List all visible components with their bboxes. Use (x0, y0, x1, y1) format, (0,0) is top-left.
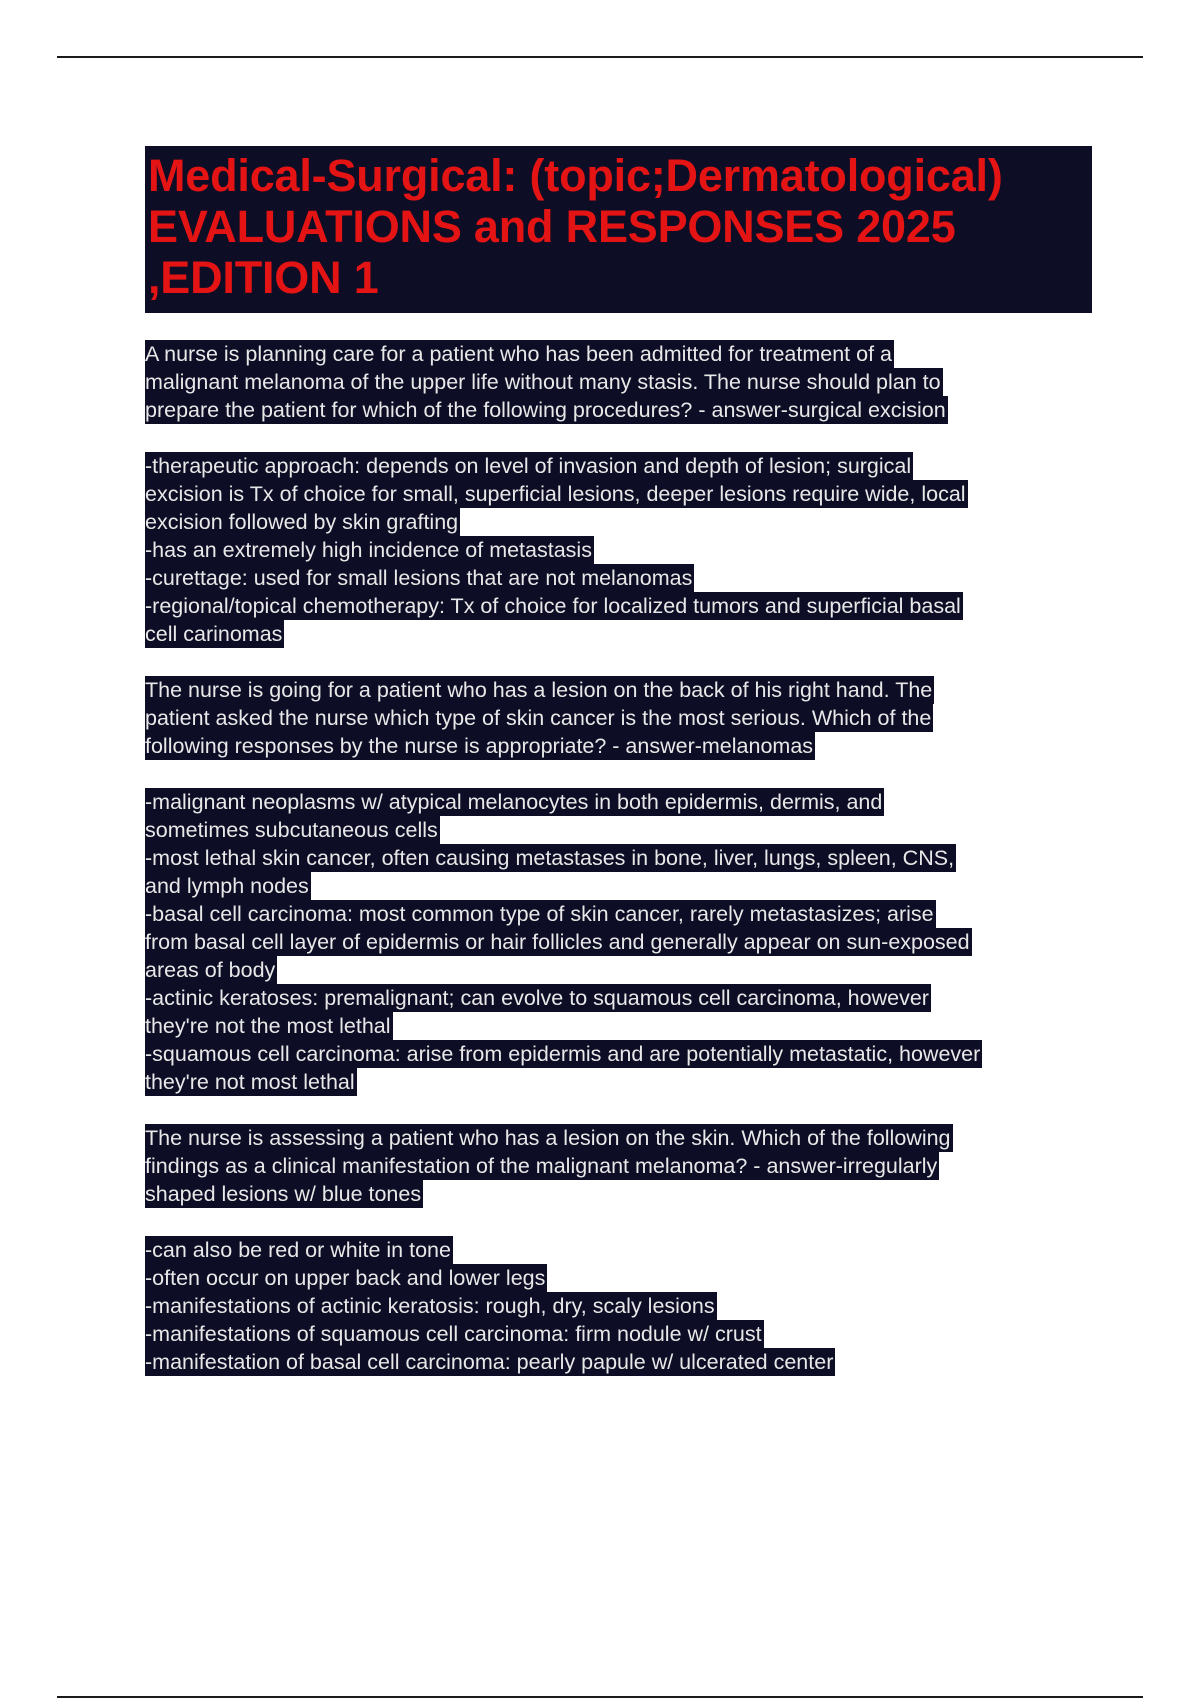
title-line-2: EVALUATIONS and RESPONSES 2025 (148, 201, 956, 252)
text-line: -most lethal skin cancer, often causing metastases in bone, liver, lungs, spleen, CNS, (145, 846, 955, 870)
text-line: from basal cell layer of epidermis or hair follicles and generally appear on sun-exposed (145, 930, 970, 954)
text-line: The nurse is assessing a patient who has a lesion on the skin. Which of the following (145, 1126, 951, 1150)
title-line-1: Medical-Surgical: (topic;Dermatological) (148, 150, 1003, 201)
text-line: shaped lesions w/ blue tones (145, 1182, 422, 1206)
text-line: -actinic keratoses: premalignant; can evolve to squamous cell carcinoma, however (145, 986, 929, 1010)
text-line: -basal cell carcinoma: most common type of skin cancer, rarely metastasizes; arise (145, 902, 934, 926)
text-line: The nurse is going for a patient who has a lesion on the back of his right hand. The (145, 678, 933, 702)
text-line: excision is Tx of choice for small, superficial lesions, deeper lesions require wide, local (145, 482, 966, 506)
text-line: excision followed by skin grafting (145, 510, 459, 534)
text-line: following responses by the nurse is appropriate? - answer-melanomas (145, 734, 814, 758)
text-line: sometimes subcutaneous cells (145, 818, 438, 842)
text-line: they're not the most lethal (145, 1014, 391, 1038)
question-2 (145, 676, 1105, 760)
text-line: -manifestations of squamous cell carcinoma: firm nodule w/ crust (145, 1322, 762, 1346)
text-line: -often occur on upper back and lower legs (145, 1266, 546, 1290)
text-line: malignant melanoma of the upper life without many stasis. The nurse should plan to (145, 370, 941, 394)
text-line: -manifestations of actinic keratosis: rough, dry, scaly lesions (145, 1294, 715, 1318)
title-banner (145, 146, 1092, 313)
question-3 (145, 1124, 1105, 1208)
rationale-2 (145, 788, 1105, 1096)
text-line: -manifestation of basal cell carcinoma: pearly papule w/ ulcerated center (145, 1350, 834, 1374)
top-rule (57, 56, 1143, 58)
text-line: areas of body (145, 958, 276, 982)
text-line: A nurse is planning care for a patient who has been admitted for treatment of a (145, 342, 892, 366)
text-line: and lymph nodes (145, 874, 309, 898)
text-line: they're not most lethal (145, 1070, 355, 1094)
question-1 (145, 340, 1105, 424)
text-line: -curettage: used for small lesions that are not melanomas (145, 566, 693, 590)
rationale-3 (145, 1236, 1105, 1376)
text-line: prepare the patient for which of the following procedures? - answer-surgical excision (145, 398, 946, 422)
text-line: -can also be red or white in tone (145, 1238, 451, 1262)
text-line: -therapeutic approach: depends on level of invasion and depth of lesion; surgical (145, 454, 912, 478)
document-body (145, 340, 1105, 1404)
text-line: cell carinomas (145, 622, 283, 646)
bottom-rule (57, 1696, 1143, 1698)
rationale-1 (145, 452, 1105, 648)
text-line: -regional/topical chemotherapy: Tx of choice for localized tumors and superficial basal (145, 594, 961, 618)
text-line: patient asked the nurse which type of skin cancer is the most serious. Which of the (145, 706, 932, 730)
text-line: -malignant neoplasms w/ atypical melanocytes in both epidermis, dermis, and (145, 790, 883, 814)
text-line: -squamous cell carcinoma: arise from epidermis and are potentially metastatic, however (145, 1042, 981, 1066)
text-line: findings as a clinical manifestation of the malignant melanoma? - answer-irregularly (145, 1154, 938, 1178)
text-line: -has an extremely high incidence of metastasis (145, 538, 592, 562)
title-line-3: ,EDITION 1 (148, 252, 379, 303)
